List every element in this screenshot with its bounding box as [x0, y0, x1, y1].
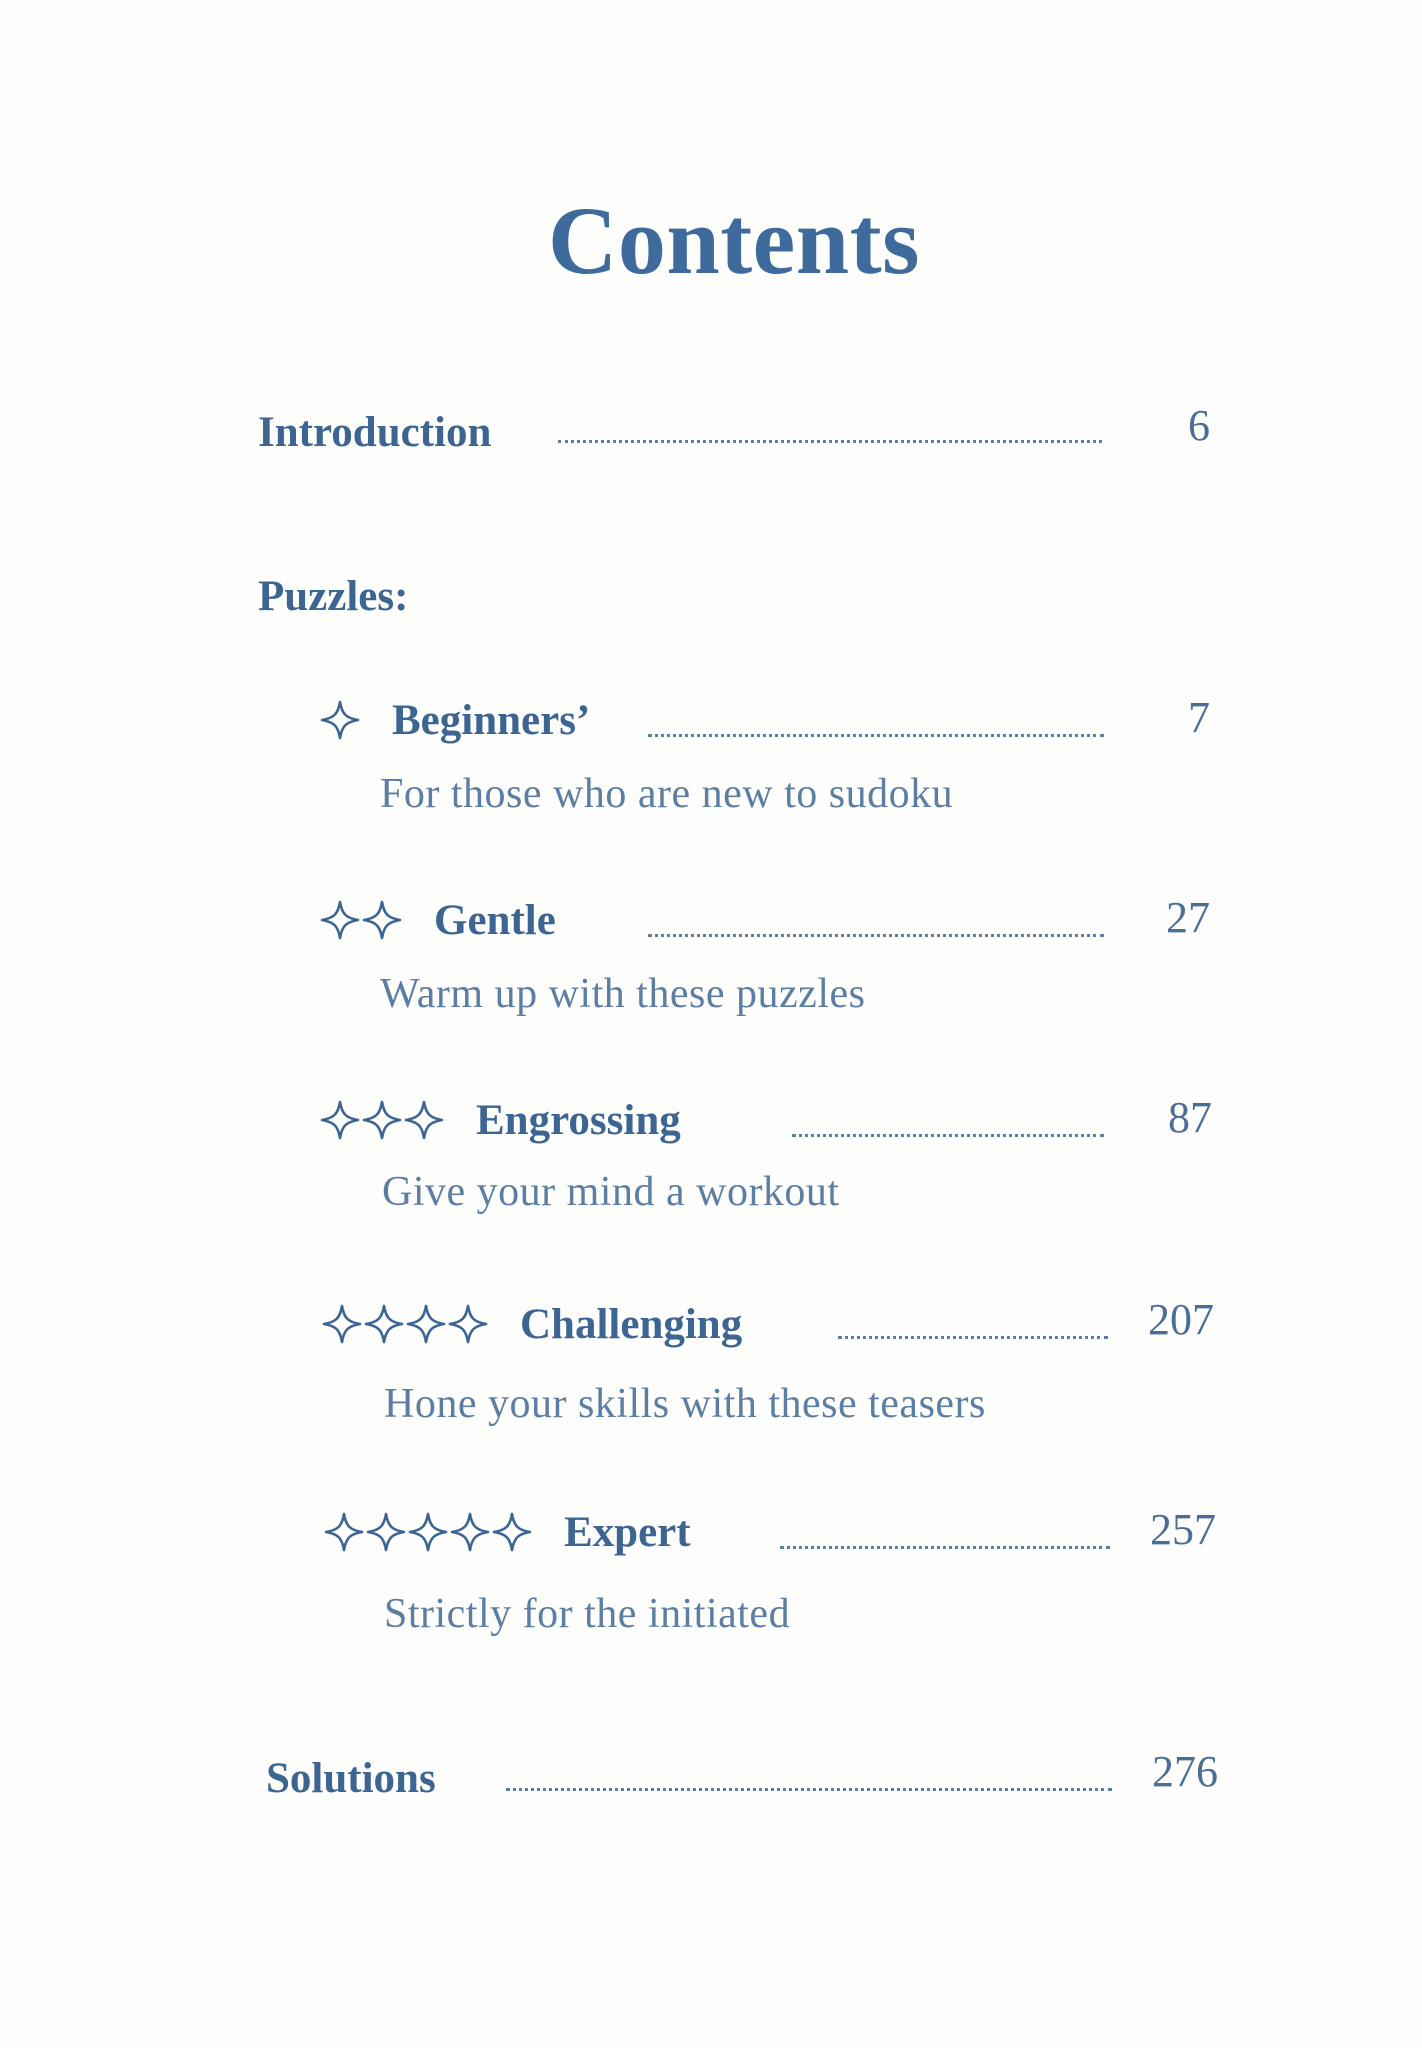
leader-dots	[648, 734, 1104, 737]
four-point-star-icon	[362, 1100, 402, 1140]
difficulty-stars	[320, 1100, 446, 1140]
difficulty-stars	[322, 1304, 490, 1344]
toc-entry-label: Introduction	[258, 408, 492, 456]
four-point-star-icon	[320, 900, 360, 940]
four-point-star-icon	[366, 1512, 406, 1552]
toc-entry-label: Beginners’	[392, 696, 591, 744]
difficulty-stars	[320, 900, 404, 940]
toc-entry-engrossing[interactable]	[320, 1090, 681, 1150]
toc-entry-label: Challenging	[520, 1300, 743, 1348]
toc-entry-label: Expert	[564, 1508, 691, 1556]
toc-page-number: 6	[1188, 401, 1210, 450]
difficulty-stars	[320, 700, 362, 740]
four-point-star-icon	[320, 1100, 360, 1140]
toc-entry-description: Hone your skills with these teasers	[384, 1381, 986, 1427]
difficulty-stars	[324, 1512, 534, 1552]
four-point-star-icon	[324, 1512, 364, 1552]
toc-entry-label: Engrossing	[476, 1096, 681, 1144]
leader-dots	[558, 440, 1102, 443]
four-point-star-icon	[320, 700, 360, 740]
page-title: Contents	[547, 187, 920, 294]
toc-entry-description: Strictly for the initiated	[384, 1591, 791, 1637]
leader-dots	[838, 1336, 1108, 1339]
toc-entry-gentle[interactable]	[320, 890, 556, 950]
toc-entry-challenging[interactable]	[322, 1294, 742, 1354]
toc-entry-solutions[interactable]	[266, 1748, 436, 1808]
four-point-star-icon	[406, 1304, 446, 1344]
toc-entry-beginners[interactable]	[320, 690, 590, 750]
four-point-star-icon	[322, 1304, 362, 1344]
four-point-star-icon	[408, 1512, 448, 1552]
toc-entry-label: Solutions	[266, 1754, 436, 1802]
toc-entry-introduction[interactable]	[258, 402, 491, 462]
four-point-star-icon	[362, 900, 402, 940]
toc-page-number: 27	[1166, 893, 1210, 942]
toc-entry-description: Warm up with these puzzles	[380, 971, 866, 1017]
four-point-star-icon	[450, 1512, 490, 1552]
leader-dots	[780, 1546, 1110, 1549]
toc-entry-description: Give your mind a workout	[382, 1169, 840, 1215]
four-point-star-icon	[364, 1304, 404, 1344]
four-point-star-icon	[448, 1304, 488, 1344]
toc-entry-label: Gentle	[434, 896, 556, 944]
toc-entry-expert[interactable]	[324, 1502, 691, 1562]
toc-page-number: 257	[1150, 1505, 1216, 1554]
four-point-star-icon	[404, 1100, 444, 1140]
toc-page-number: 207	[1148, 1295, 1214, 1344]
toc-page-number: 87	[1168, 1093, 1212, 1142]
leader-dots	[792, 1134, 1104, 1137]
toc-page-number: 7	[1188, 693, 1210, 742]
leader-dots	[506, 1788, 1112, 1791]
section-heading-puzzles	[258, 566, 408, 626]
leader-dots	[648, 934, 1104, 937]
section-heading-label: Puzzles:	[258, 572, 409, 620]
toc-entry-description: For those who are new to sudoku	[380, 771, 954, 817]
four-point-star-icon	[492, 1512, 532, 1552]
toc-page-number: 276	[1152, 1747, 1218, 1796]
